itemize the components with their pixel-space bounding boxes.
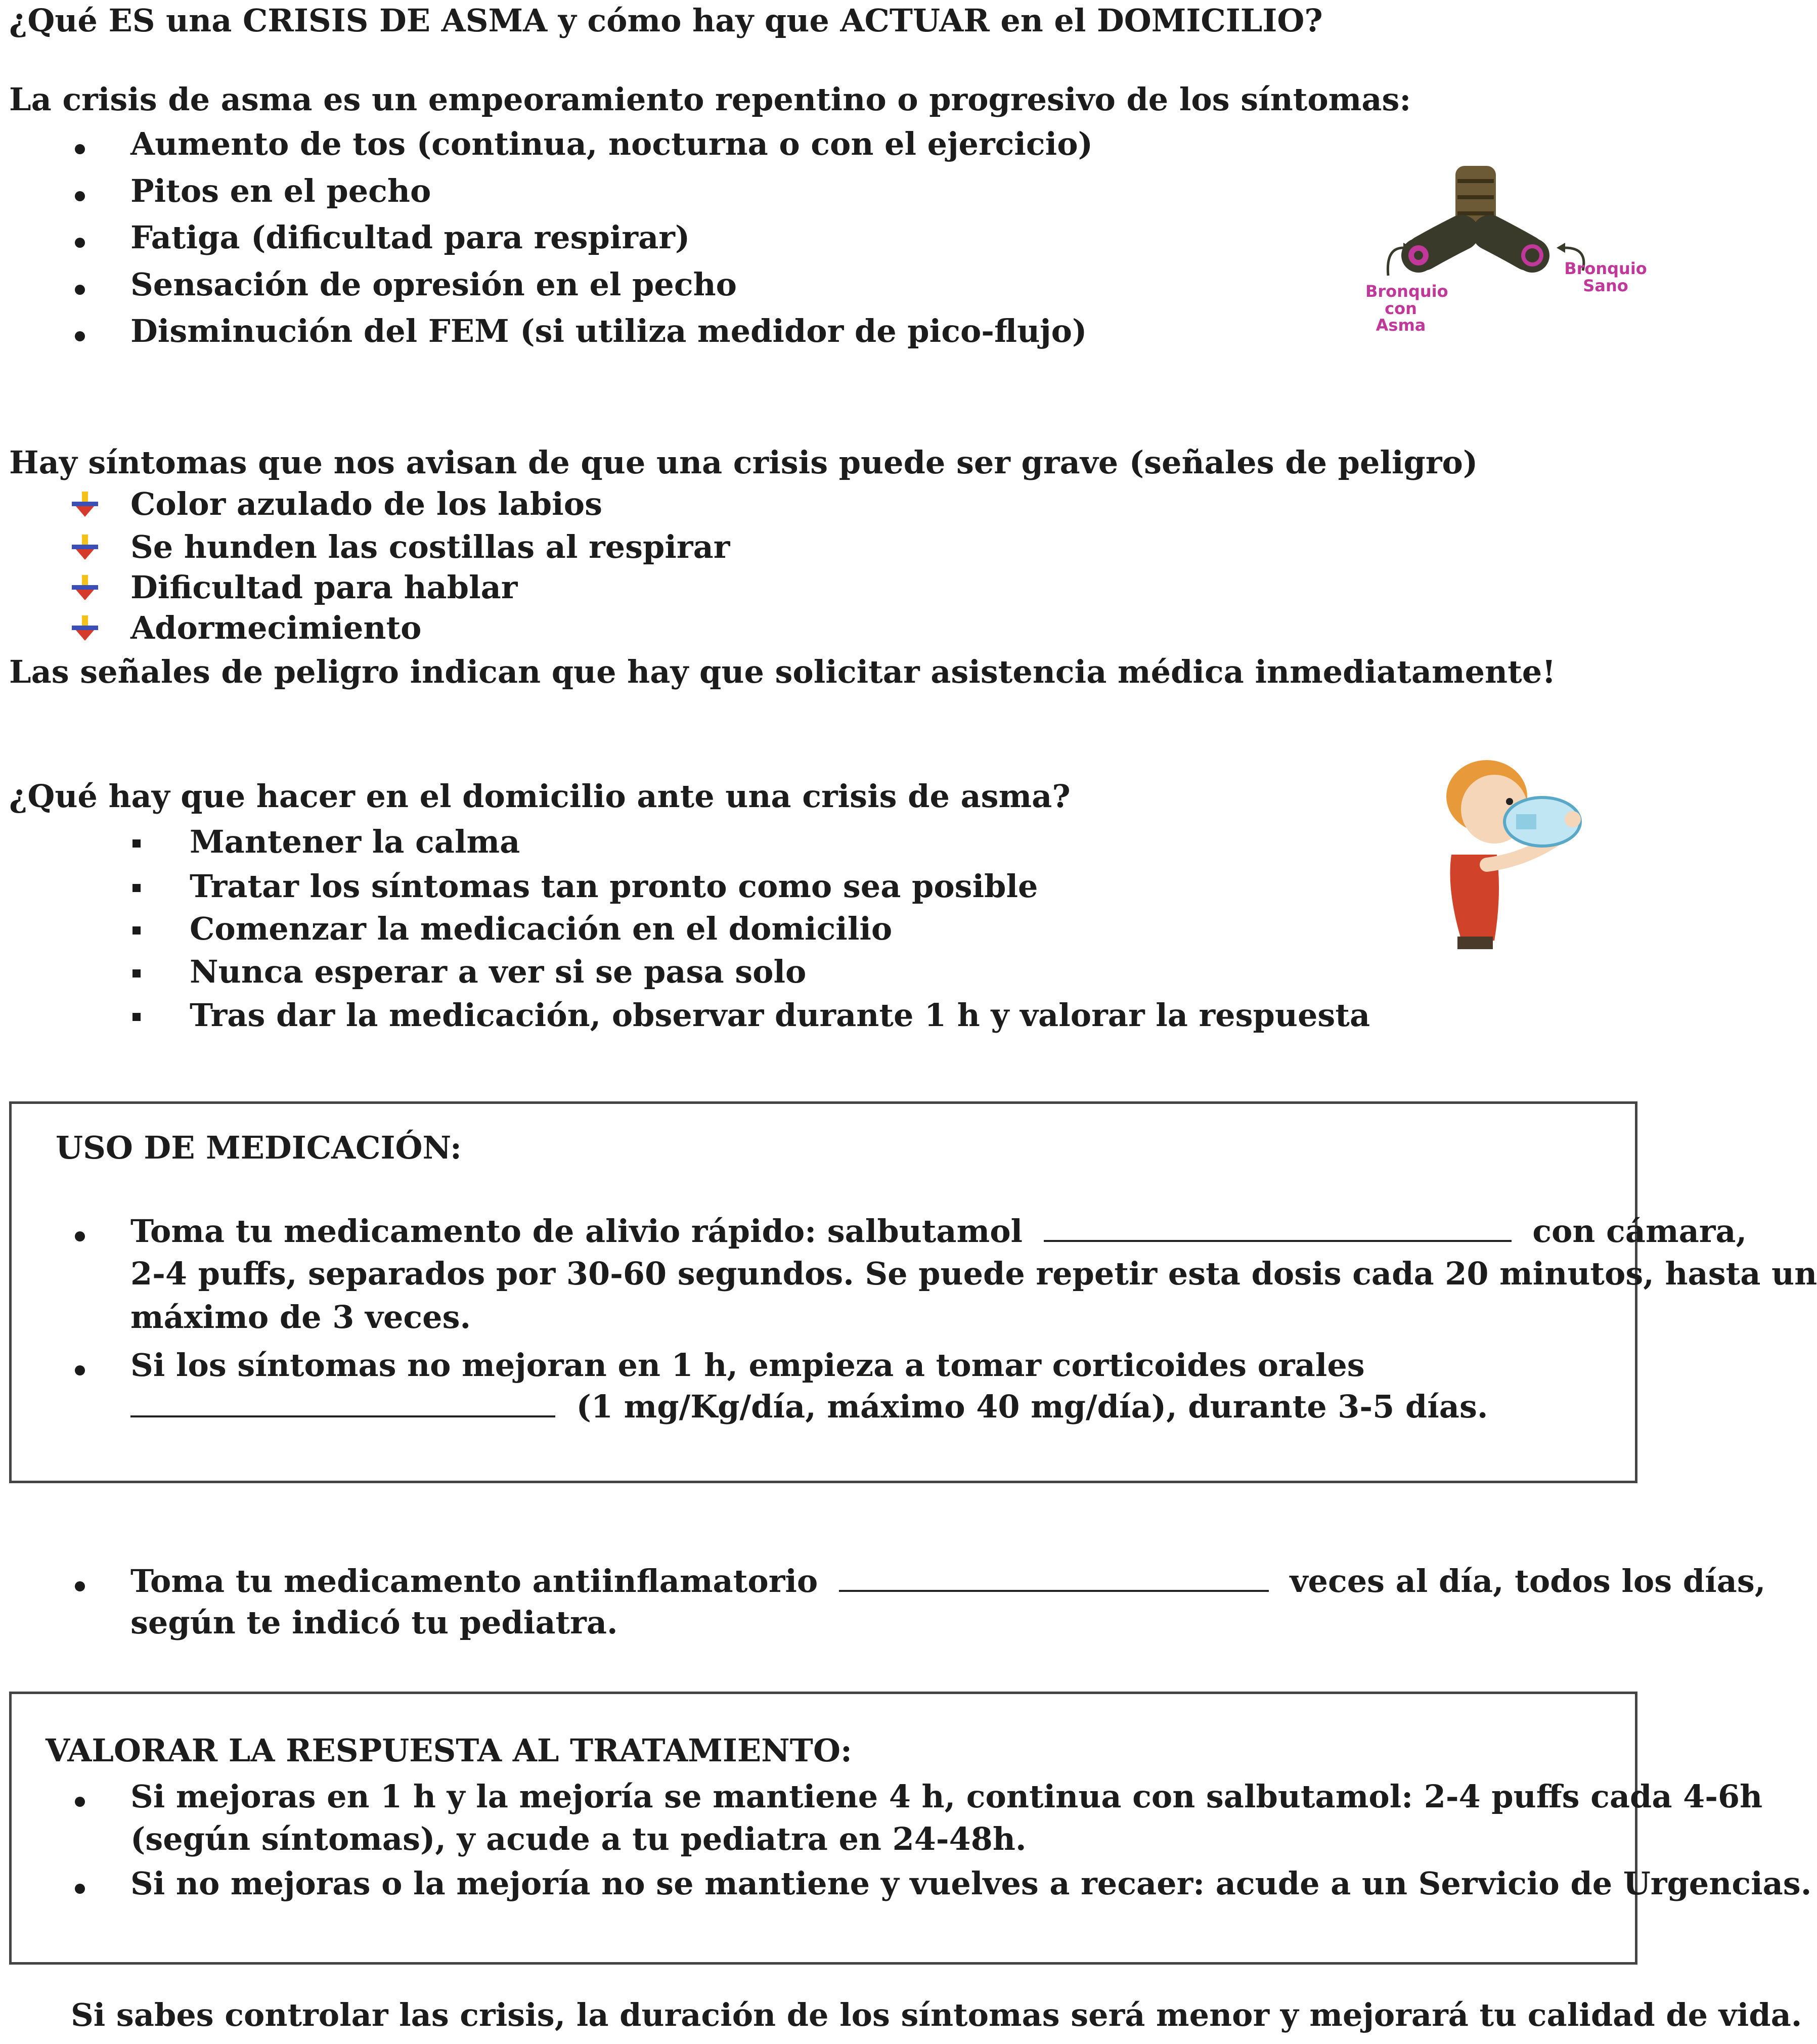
arrow-down-icon bbox=[71, 573, 99, 601]
bullet-icon bbox=[132, 884, 141, 892]
bullet-icon bbox=[132, 926, 141, 935]
list-item: Tras dar la medicación, observar durante 1 h y valorar la respuesta bbox=[190, 997, 1370, 1034]
list-item: Tratar los síntomas tan pronto como sea posible bbox=[190, 868, 1038, 905]
medication-item-1-text: Toma tu medicamento de alivio rápido: salbutamol bbox=[130, 1213, 1023, 1250]
list-item: Sensación de opresión en el pecho bbox=[130, 266, 737, 303]
bullet-icon bbox=[75, 1884, 85, 1894]
arrow-down-icon bbox=[71, 532, 99, 561]
anti-inflammatory-item bbox=[130, 1563, 1765, 1599]
list-item: Se hunden las costillas al respirar bbox=[130, 528, 730, 565]
bullet-icon bbox=[75, 1581, 85, 1591]
salbutamol-blank-field[interactable] bbox=[1044, 1214, 1512, 1242]
response-heading: VALORAR LA RESPUESTA AL TRATAMIENTO: bbox=[46, 1732, 852, 1769]
bullet-icon bbox=[75, 191, 85, 201]
medication-item-2-text-end: (1 mg/Kg/día, máximo 40 mg/día), durante 3-5 días. bbox=[576, 1388, 1488, 1425]
bullet-icon bbox=[132, 969, 141, 977]
bullet-icon bbox=[132, 839, 141, 848]
medication-item-1 bbox=[130, 1213, 1747, 1250]
bronchi-illustration bbox=[1365, 157, 1684, 359]
page-title: ¿Qué ES una CRISIS DE ASMA y cómo hay que ACTUAR en el DOMICILIO? bbox=[9, 2, 1323, 39]
crisis-definition: La crisis de asma es un empeoramiento repentino o progresivo de los síntomas: bbox=[9, 81, 1411, 118]
footer-note: Si sabes controlar las crisis, la duración de los síntomas será menor y mejorará tu calidad de vida. bbox=[71, 1996, 1802, 2033]
home-actions-intro: ¿Qué hay que hacer en el domicilio ante una crisis de asma? bbox=[9, 778, 1071, 815]
list-item: Disminución del FEM (si utiliza medidor de pico-flujo) bbox=[130, 313, 1087, 349]
response-item-1: Si mejoras en 1 h y la mejoría se mantiene 4 h, continua con salbutamol: 2-4 puffs cada 4-6h bbox=[130, 1778, 1763, 1815]
child-inhaler-illustration bbox=[1411, 748, 1603, 951]
list-item: Dificultad para hablar bbox=[130, 569, 518, 606]
response-item-1-line-2: (según síntomas), y acude a tu pediatra en 24-48h. bbox=[130, 1820, 1027, 1857]
list-item: Aumento de tos (continua, nocturna o con el ejercicio) bbox=[130, 125, 1093, 162]
list-item: Fatiga (dificultad para respirar) bbox=[130, 219, 690, 256]
bullet-icon bbox=[75, 1365, 85, 1375]
anti-inflammatory-text-end: veces al día, todos los días, bbox=[1290, 1563, 1766, 1599]
bullet-icon bbox=[75, 1797, 85, 1807]
medication-item-1-line-2: 2-4 puffs, separados por 30-60 segundos. Se puede repetir esta dosis cada 20 minutos, hasta un bbox=[130, 1255, 1817, 1292]
medication-item-2: Si los síntomas no mejoran en 1 h, empieza a tomar corticoides orales bbox=[130, 1347, 1365, 1384]
list-item: Mantener la calma bbox=[190, 823, 520, 860]
list-item: Pitos en el pecho bbox=[130, 172, 431, 209]
list-item: Comenzar la medicación en el domicilio bbox=[190, 910, 893, 947]
bronchus-healthy-label: Bronquio Sano bbox=[1564, 259, 1647, 295]
danger-conclusion: Las señales de peligro indican que hay que solicitar asistencia médica inmediatamente! bbox=[9, 653, 1556, 690]
bullet-icon bbox=[132, 1013, 141, 1021]
medication-heading: USO DE MEDICACIÓN: bbox=[56, 1129, 462, 1166]
medication-item-1-text-end: con cámara, bbox=[1532, 1213, 1747, 1250]
response-item-2: Si no mejoras o la mejoría no se mantiene y vuelves a recaer: acude a un Servicio de Urgencias. bbox=[130, 1865, 1812, 1902]
bullet-icon bbox=[75, 285, 85, 295]
danger-intro: Hay síntomas que nos avisan de que una crisis puede ser grave (señales de peligro) bbox=[9, 444, 1478, 481]
anti-inflammatory-line-2: según te indicó tu pediatra. bbox=[130, 1604, 618, 1641]
bullet-icon bbox=[75, 238, 85, 248]
bullet-icon bbox=[75, 144, 85, 154]
list-item: Nunca esperar a ver si se pasa solo bbox=[190, 953, 807, 990]
arrow-down-icon bbox=[71, 613, 99, 642]
bullet-icon bbox=[75, 1231, 85, 1241]
anti-inflammatory-blank-field[interactable] bbox=[839, 1564, 1269, 1592]
arrow-down-icon bbox=[71, 490, 99, 518]
anti-inflammatory-text: Toma tu medicamento antiinflamatorio bbox=[130, 1563, 818, 1599]
list-item: Adormecimiento bbox=[130, 609, 422, 646]
bullet-icon bbox=[75, 331, 85, 341]
bronchus-asthma-label: Bronquio con Asma bbox=[1365, 282, 1448, 335]
medication-item-1-line-3: máximo de 3 veces. bbox=[130, 1299, 471, 1336]
medication-item-2-line-2 bbox=[130, 1388, 1488, 1425]
list-item: Color azulado de los labios bbox=[130, 485, 602, 522]
corticoids-blank-field[interactable] bbox=[130, 1389, 555, 1417]
